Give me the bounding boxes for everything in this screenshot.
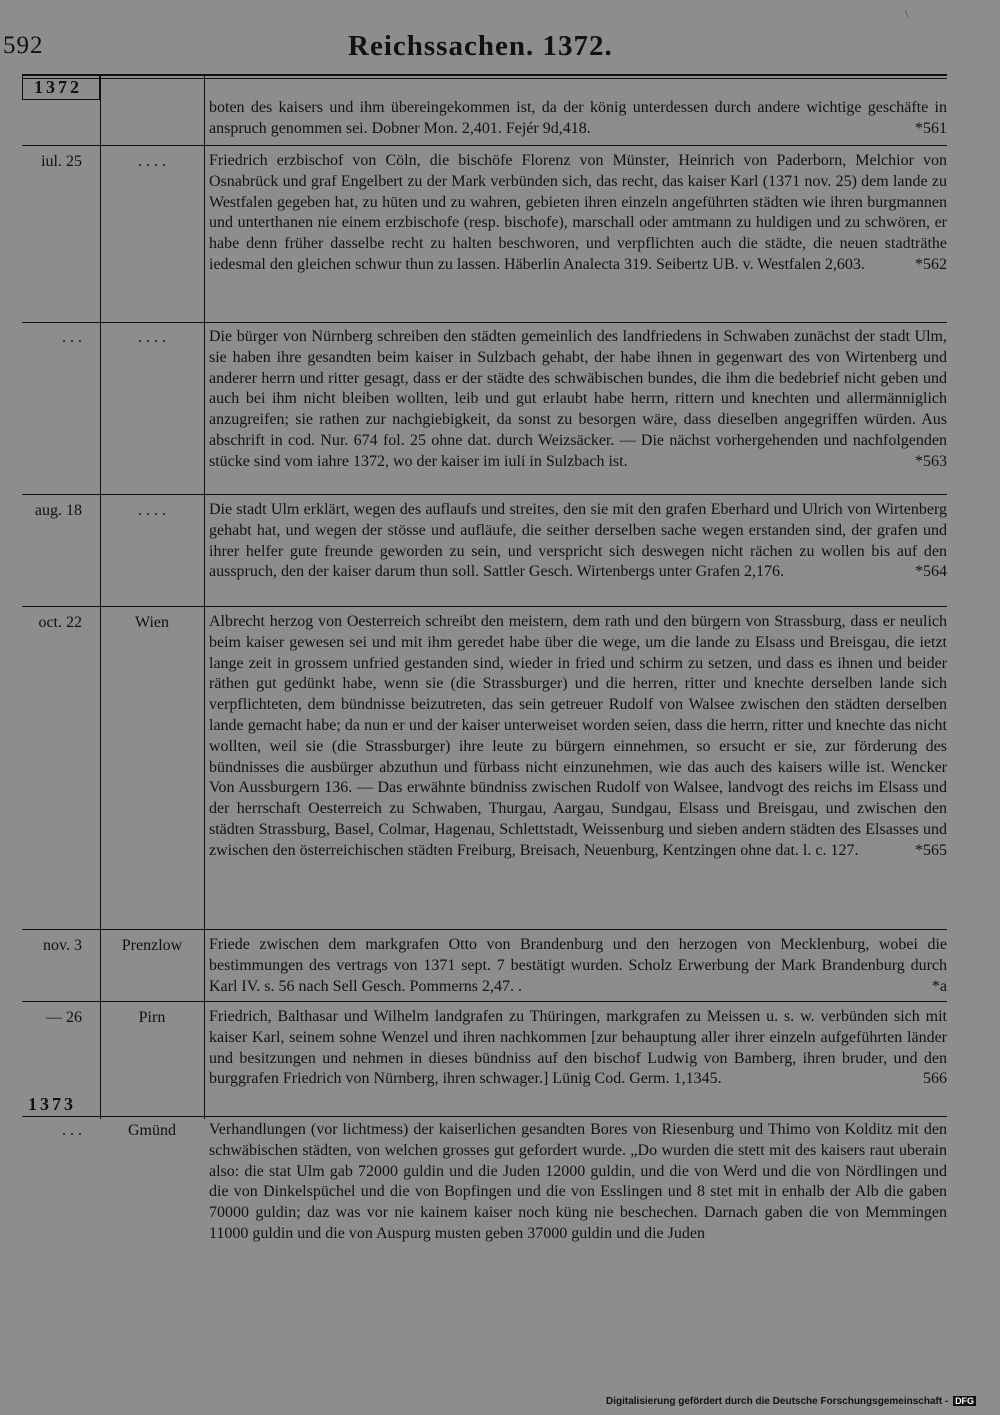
entry-body: Verhandlungen (vor lichtmess) der kaiserlichen gesandten Bores von Riesenburg und Thimo von Kolditz mit den schwäbischen städten, von welchen grosses gut gefordert wurde. „Do wurden die stett mit des kaisers raut uberain also: die stat Ulm gab 72000 guldin und die Juden 12000 guldin, und die von Werd und die von Nördlingen und die von Dinkelspüchel und die von Bopfingen und die von Esslingen und 8 stet mit in enhalb der Alb die gaben 70000 guldin; daz was vor nie kainem kaiser noch küng nie beschechen. Darnach gaben die von Memmingen 11000 guldin und die von Auspurg musten geben 37000 guldin und die Juden	[209, 1121, 947, 1242]
entry-body: Friedrich erzbischof von Cöln, die bischöfe Florenz von Münster, Heinrich von Paderborn, Melchior von Osnabrück und graf Engelbert zu der Mark verbünden sich, das recht, das kaiser Karl (1371 nov. 25) dem lande zu Westfalen gegeben hat, zu hüten und zu wahren, gebieten ihren einzeln angeführten städten wie ihren burgmannen und unterthanen nie einem erzbischofe (resp. bischofe), marschall oder amtmann zu huldigen und zu schwören, er habe denn früher dasselbe recht zu halten beschworen, und verpflichten auch die städte, die neuen stadträthe iedesmal den gleichen schwur thun zu lassen. Häberlin Analecta 319. Seibertz UB. v. Westfalen 2,603.	[209, 152, 947, 273]
entry-separator	[22, 494, 947, 495]
entry-place: . . . .	[138, 329, 166, 346]
entry-body: Friedrich, Balthasar und Wilhelm landgrafen zu Thüringen, markgrafen zu Meissen u. s. w. verbünden sich mit kaiser Karl, seinem sohne Wenzel und ihren nachkommen [zur behauptung aller ihrer einzeln aufgeführten länder und besitzungen und nehmen in dieses bündniss auf den bischof Ludwig von Bamberg, ihren bruder, und den burggrafen Friedrich von Nürnberg, ihren schwager.] Lünig Cod. Germ. 1,1345.	[209, 1008, 947, 1088]
year-label-top: 1372	[34, 77, 82, 97]
entry-place: Prenzlow	[121, 937, 183, 954]
entry-body: Die stadt Ulm erklärt, wegen des auflaufs und streites, den sie mit den grafen Eberhard und Ulrich von Wirtenberg gehabt hat, und wegen der stösse und aufläufe, die seither derselben sache wegen erstanden sind, der grafen und ihrer helfer gute freunde geworden zu sein, und verspricht sich deswegen nicht rächen zu wollen bis auf den ausspruch, den der kaiser darum thun soll. Sattler Gesch. Wirtenbergs unter Grafen 2,176.	[209, 501, 947, 581]
entry-text	[209, 935, 947, 997]
entry-separator	[22, 145, 947, 146]
entry-separator	[22, 606, 947, 607]
year-label-middle: 1373	[28, 1094, 76, 1114]
entry-text	[209, 500, 947, 583]
footer-credit	[606, 1396, 976, 1407]
entry-text	[209, 1007, 947, 1090]
entry-date: . . .	[62, 1122, 82, 1139]
entry-date: aug. 18	[34, 502, 82, 519]
entry-number: *564	[915, 563, 947, 581]
entry-separator	[22, 322, 947, 323]
entry-number: *563	[915, 452, 947, 470]
entry-text	[209, 327, 947, 473]
corner-mark: \	[905, 8, 909, 20]
entry-text	[209, 612, 947, 862]
entry-date: oct. 22	[38, 614, 82, 631]
entry-date: nov. 3	[43, 937, 82, 954]
entry-body: Die bürger von Nürnberg schreiben den städten gemeinlich des landfriedens in Schwaben zunächst der stadt Ulm, sie haben ihre gesandten beim kaiser in Sulzbach gehabt, der habe ihnen in gegenwart des von Wirtenberg und anderer herrn und ritter gesagt, dass er der städte des schwäbischen bundes, die ihm die bedebrief nicht geben und auch bei ihm nicht bleiben wollten, leib und gut erlaubt habe herrn, rittern und knechten und allermänniglich anzugreifen; sie rathen zur nachgiebigkeit, da sonst zu besorgen wäre, dass dieselben angegriffen würden. Aus abschrift in cod. Nur. 674 fol. 25 ohne dat. durch Weizsäcker. — Die nächst vorhergehenden und nachfolgenden stücke sind vom iahre 1372, wo der kaiser im iuli in Sulzbach ist.	[209, 328, 947, 470]
entry-number: *565	[915, 841, 947, 859]
entry-date: iul. 25	[41, 153, 82, 170]
entry-place: Wien	[134, 614, 169, 631]
entry-body: Friede zwischen dem markgrafen Otto von Brandenburg und den herzogen von Mecklenburg, wobei die bestimmungen des vertrags von 1371 sept. 7 bestätigt wurden. Scholz Erwerbung der Mark Brandenburg durch Karl IV. s. 56 nach Sell Gesch. Pommerns 2,47. .	[209, 936, 947, 995]
running-head: Reichssachen. 1372.	[348, 30, 613, 62]
entry-separator	[22, 929, 947, 930]
entry-place: Pirn	[138, 1009, 166, 1026]
entry-number: *561	[915, 119, 947, 137]
entry-body: Albrecht herzog von Oesterreich schreibt den meistern, dem rath und den bürgern von Strassburg, dass er neulich beim kaiser gewesen sei und mit ihm geredet habe über die wege, um die lande zu Elsass und Breisgau, die ietzt lange zeit in grossem unfried gestanden sind, wieder in fried und schirm zu setzen, und dass es ihnen und beider räthen gut gedünkt habe, wenn sie (die Strassburger) und die herren, ritter und knechte derselben lande sich verpflichteten, dem bündnisse beizutreten, das sein getreuer Rudolf von Walsee zwischen den städten derselben lande gemacht habe; da nun er und der kaiser unterweiset worden seien, dass die herrn, ritter und knechte das nicht wollten, weil sie (die Strassburger) ihre leute zu bürgern einnehmen, so ersucht er sie, zur förderung des bündnisses die ausbürger abzuthun und fürbass nicht einzunehmen, wie das auch des kaisers wille ist. Wencker Von Aussburgern 136. — Das erwähnte bündniss zwischen Rudolf von Walsee, landvogt des reichs im Elsass und der herrschaft Oesterreich zu Schwaben, Thurgau, Aargau, Sundgau, Elsass und Breisgau, und zwischen den städten Strassburg, Basel, Colmar, Hagenau, Schlettstadt, Weissenburg und sieben andern städten des Elsasses und zwischen den österreichischen städten Freiburg, Breisach, Neuenburg, Kentzingen ohne dat. l. c. 127.	[209, 613, 947, 859]
footer-text: Digitalisierung gefördert durch die Deutsche Forschungsgemeinschaft -	[606, 1396, 949, 1407]
dfg-logo: DFG	[955, 1396, 975, 1406]
entry-text	[209, 1120, 947, 1245]
entry-text	[209, 151, 947, 276]
entry-number: *562	[915, 255, 947, 273]
entry-number: 566	[923, 1070, 947, 1088]
entry-separator	[22, 1001, 947, 1002]
entry-number: *a	[931, 977, 947, 995]
entry-text	[209, 98, 947, 140]
entry-place: . . . .	[138, 502, 166, 519]
entry-body: boten des kaisers und ihm übereingekommen ist, da der könig unterdessen durch andere wichtige geschäfte in anspruch genommen sei. Dobner Mon. 2,401. Fejér 9d,418.	[209, 99, 947, 137]
entry-date: — 26	[46, 1009, 82, 1026]
entry-place: . . . .	[138, 153, 166, 170]
entry-separator	[22, 1116, 947, 1117]
entry-date: . . .	[62, 329, 82, 346]
page-number: 592	[3, 32, 44, 59]
entry-place: Gmünd	[128, 1122, 176, 1139]
